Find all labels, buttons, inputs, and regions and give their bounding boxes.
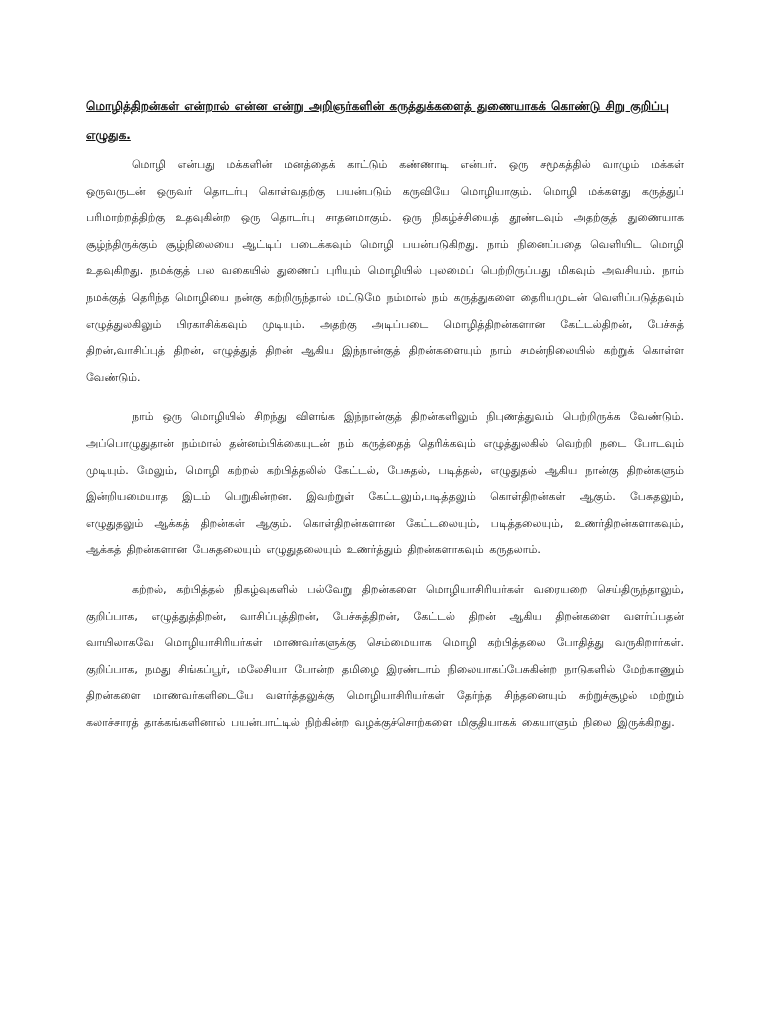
paragraph-1: மொழி என்பது மக்களின் மனத்தைக் காட்டும் கண்ணாடி என்பர். ஒரு சமூகத்தில் வாழும் மக்கள் ஒருவருடன் ஒருவர் தொடர்பு கொள்வதற்கு பயன்படும் கருவியே மொழியாகும். மொழி மக்களது கருத்துப் பரிமாற்றத்திற்கு உதவுகின்ற ஒரு தொடர்பு சாதனமாகும். ஒரு நிகழ்ச்சியைத் தூண்டவும் அதற்குத் துணையாக சூழ்ந்திருக்கும் சூழ்நிலையை ஆட்டிப் படைக்கவும் மொழி பயன்படுகிறது. நாம் நினைப்பதை வெளியிட மொழி உதவுகிறது. நமக்குத் பல வகையில் துணைப் புரியும் மொழியில் புலமைப் பெற்றிருப்பது மிகவும் அவசியம். நாம் நமக்குத் தெரிந்த மொழியை நன்கு கற்றிருந்தால் மட்டுமே நம்மால் நம் கருத்துகளை தைரியமுடன் வெளிப்படுத்தவும் எழுத்துலகிலும் பிரகாசிக்கவும் முடியும். அதற்கு அடிப்படை மொழித்திறன்களான கேட்டல்திறன், பேச்சுத் திறன்,வாசிப்புத் திறன், எழுத்துத் திறன் ஆகிய இந்நான்குத் திறன்களையும் நாம் சமன்நிலையில் கற்றுக் கொள்ள வேண்டும். [86,158,684,384]
document-title: மொழித்திறன்கள் என்றால் என்ன என்று அறிஞர்களின் கருத்துக்களைத் துணையாகக் கொண்டு சிறு குறிப்பு எழுதுக. [86,99,669,142]
document-page [86,92,684,749]
paragraph-3: கற்றல், கற்பித்தல் நிகழ்வுகளில் பல்வேறு திறன்களை மொழியாசிரியர்கள் வரையறை செய்திருந்தாலும், குறிப்பாக, எழுத்துத்திறன், வாசிப்புத்திறன், பேச்சுத்திறன், கேட்டல் திறன் ஆகிய திறன்களை வளர்ப்பதன் வாயிலாகவே மொழியாசிரியர்கள் மாணவர்களுக்கு செம்மையாக மொழி கற்பித்தலை போதித்து வருகிறார்கள். குறிப்பாக, நமது சிங்கப்பூர், மலேசியா போன்ற தமிழை இரண்டாம் நிலையாகப்பேசுகின்ற நாடுகளில் மேற்காணும் திறன்களை மாணவர்களிடையே வளர்த்தலுக்கு மொழியாசிரியர்கள் தேர்ந்த சிந்தனையும் சுற்றுச்சூழல் மற்றும் கலாச்சாரத் தாக்கங்களினால் பயன்பாட்டில் நிற்கின்ற வழக்குச்சொற்களை மிகுதியாகக் கையாளும் நிலை இருக்கிறது. [86,582,684,729]
paragraph-2: நாம் ஒரு மொழியில் சிறந்து விளங்க இந்நான்குத் திறன்களிலும் நிபுணத்துவம் பெற்றிருக்க வேண்டும். அப்பொழுதுதான் நம்மால் தன்னம்பிக்கையுடன் நம் கருத்தைத் தெரிக்கவும் எழுத்துலகில் வெற்றி நடை போடவும் முடியும். மேலும், மொழி கற்றல் கற்பித்தலில் கேட்டல், பேசுதல், படித்தல், எழுதுதல் ஆகிய நான்கு திறன்களும் இன்றியமையாத இடம் பெறுகின்றன. இவற்றுள் கேட்டலும்,படித்தலும் கொள்திறன்கள் ஆகும். பேசுதலும், எழுதுதலும் ஆக்கத் திறன்கள் ஆகும். கொள்திறன்களான கேட்டலையும், படித்தலையும், உணர்திறன்களாகவும், ஆக்கத் திறன்களான பேசுதலையும் எழுதுதலையும் உணர்த்தும் திறன்களாகவும் கருதலாம். [86,410,684,557]
